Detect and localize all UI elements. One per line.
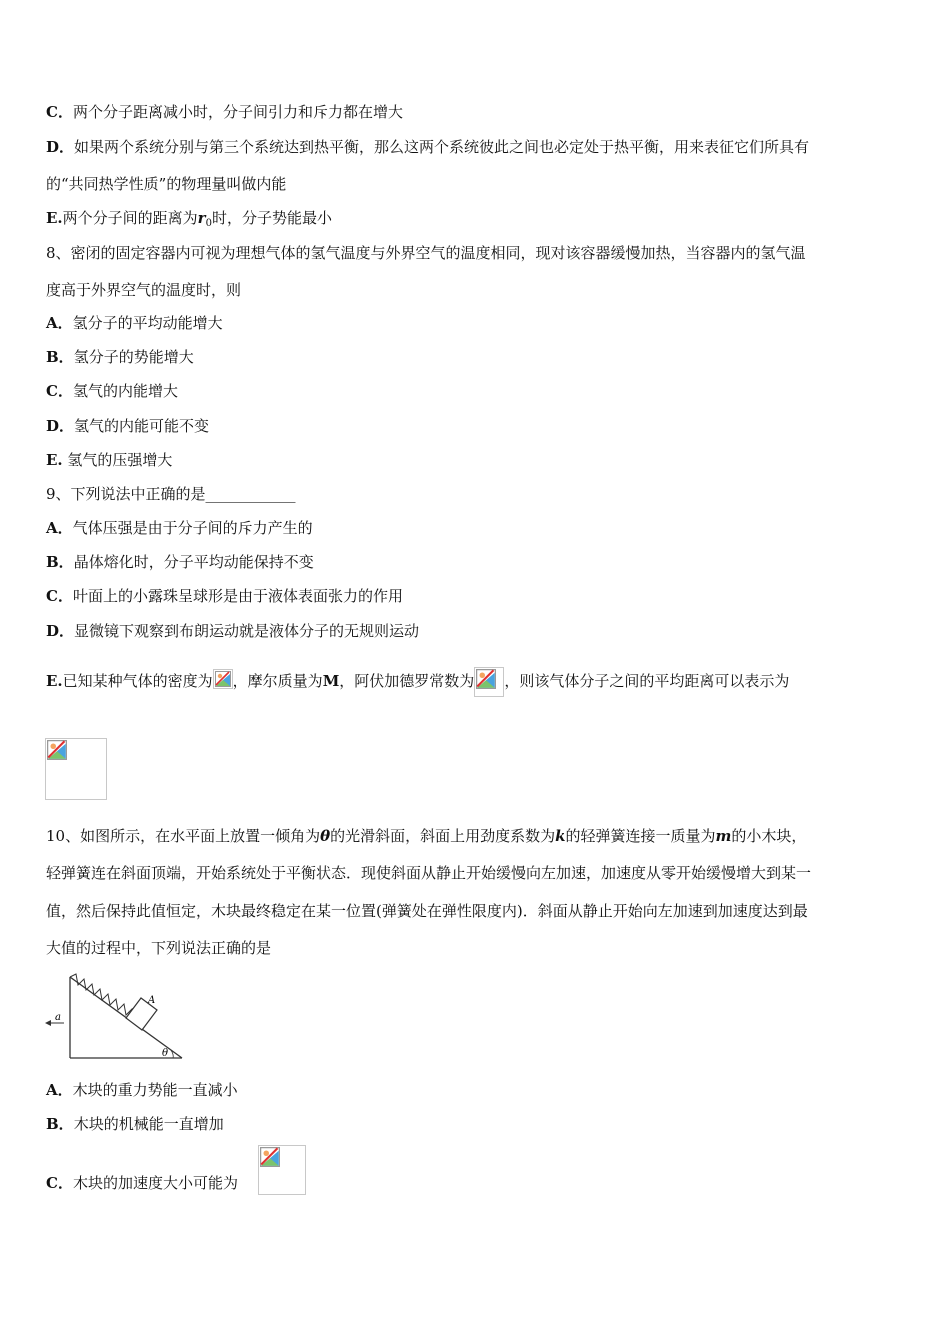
- variable-m: m: [715, 827, 732, 845]
- q8-option-d: [46, 416, 209, 436]
- option-text: 显微镜下观察到布朗运动就是液体分子的无规则运动: [74, 622, 420, 640]
- option-text: 氢分子的平均动能增大: [72, 314, 223, 332]
- incline-spring-figure: [40, 970, 190, 1062]
- option-label: C．: [46, 103, 73, 121]
- option-label: E.: [46, 672, 63, 690]
- subscript-0: 0: [205, 218, 212, 229]
- option-text: 的“共同热学性质”的物理量叫做内能: [46, 175, 287, 193]
- option-text: 木块的重力势能一直减小: [72, 1081, 238, 1099]
- q10-option-b: [46, 1114, 224, 1134]
- option-text: 氢气的内能增大: [72, 382, 178, 400]
- variable-theta: θ: [320, 827, 331, 845]
- q8-stem-line1: [46, 243, 806, 263]
- option-text: ，摩尔质量为: [232, 672, 323, 690]
- q9-option-e: [46, 667, 789, 697]
- option-label: D．: [46, 138, 75, 156]
- question-text: 的光滑斜面，斜面上用劲度系数为: [330, 827, 556, 845]
- option-label: A．: [46, 1081, 73, 1099]
- arrow-head: [45, 1020, 51, 1026]
- option-label: B．: [46, 1115, 74, 1133]
- question-text: 值，然后保持此值恒定，木块最终稳定在某一位置(弹簧处在弹性限度内)．斜面从静止开始向左加速到加速度达到最: [46, 902, 808, 920]
- q10-stem-line1: [46, 826, 806, 846]
- option-text: 叶面上的小露珠呈球形是由于液体表面张力的作用: [72, 587, 403, 605]
- question-text: 8、密闭的固定容器内可视为理想气体的氢气温度与外界空气的温度相同，现对该容器缓慢加热，当容器内的氢气温: [46, 244, 806, 262]
- question-text: 的小木块，: [731, 827, 807, 845]
- option-label: A．: [46, 314, 73, 332]
- broken-image-icon: [474, 667, 504, 697]
- option-text: 氢气的压强增大: [62, 451, 173, 469]
- q8-option-e: [46, 450, 172, 470]
- q10-stem-line4: [46, 938, 271, 958]
- option-text: 气体压强是由于分子间的斥力产生的: [72, 519, 313, 537]
- question-text: 的轻弹簧连接一质量为: [565, 827, 716, 845]
- option-label: E.: [46, 451, 63, 469]
- option-text: 晶体熔化时，分子平均动能保持不变: [73, 553, 314, 571]
- option-label: A．: [46, 519, 73, 537]
- question-text: 度高于外界空气的温度时，则: [46, 281, 242, 299]
- spring: [70, 974, 134, 1017]
- q8-option-c: [46, 381, 178, 401]
- q7-option-d-line1: [46, 137, 809, 157]
- option-label: B．: [46, 348, 74, 366]
- option-text: 时，分子势能最小: [211, 209, 332, 227]
- q7-option-e: [46, 208, 332, 234]
- variable-m: M: [322, 672, 340, 690]
- option-label: C．: [46, 382, 73, 400]
- q9-option-c: [46, 586, 403, 606]
- q8-stem-line2: [46, 280, 241, 300]
- option-text: 木块的加速度大小可能为: [72, 1174, 238, 1192]
- option-text: 两个分子间的距离为: [62, 209, 198, 227]
- acceleration-label: a: [55, 1012, 61, 1023]
- q8-option-a: [46, 313, 223, 333]
- option-text: 已知某种气体的密度为: [62, 672, 213, 690]
- variable-r: r: [197, 209, 206, 227]
- q8-option-b: [46, 347, 194, 367]
- option-text: ，则该气体分子之间的平均距离可以表示为: [504, 672, 790, 690]
- variable-k: k: [555, 827, 566, 845]
- option-label: C．: [46, 587, 73, 605]
- option-text: 木块的机械能一直增加: [73, 1115, 224, 1133]
- option-text: 两个分子距离减小时，分子间引力和斥力都在增大: [72, 103, 403, 121]
- option-label: D．: [46, 417, 75, 435]
- option-text: 氢分子的势能增大: [73, 348, 194, 366]
- question-text: 9、下列说法中正确的是____________: [46, 485, 296, 503]
- q9-stem: [46, 484, 296, 504]
- broken-image-icon: [258, 1145, 306, 1195]
- q7-option-d-line2: [46, 174, 286, 194]
- q7-option-c: [46, 102, 403, 122]
- q9-option-b: [46, 552, 314, 572]
- q9-option-a: [46, 518, 313, 538]
- broken-image-icon: [45, 738, 107, 800]
- q10-stem-line3: [46, 901, 808, 921]
- q10-option-c: [46, 1173, 238, 1193]
- option-text: ，阿伏加德罗常数为: [339, 672, 475, 690]
- block-label: A: [148, 995, 156, 1006]
- angle-label: θ: [162, 1048, 169, 1059]
- question-text: 轻弹簧连在斜面顶端，开始系统处于平衡状态．现使斜面从静止开始缓慢向左加速，加速度从零开始缓慢增大到某一: [46, 864, 812, 882]
- broken-image-icon: [213, 669, 233, 689]
- q10-option-a: [46, 1080, 238, 1100]
- option-label: C．: [46, 1174, 73, 1192]
- option-label: B．: [46, 553, 74, 571]
- option-label: D．: [46, 622, 75, 640]
- option-text: 如果两个系统分别与第三个系统达到热平衡，那么这两个系统彼此之间也必定处于热平衡，用来表征它们所具有: [74, 138, 810, 156]
- q10-stem-line2: [46, 863, 811, 883]
- question-text: 10、如图所示，在水平面上放置一倾角为: [46, 827, 321, 845]
- question-text: 大值的过程中，下列说法正确的是: [46, 939, 272, 957]
- q9-option-d: [46, 621, 419, 641]
- option-text: 氢气的内能可能不变: [74, 417, 210, 435]
- option-label: E.: [46, 209, 63, 227]
